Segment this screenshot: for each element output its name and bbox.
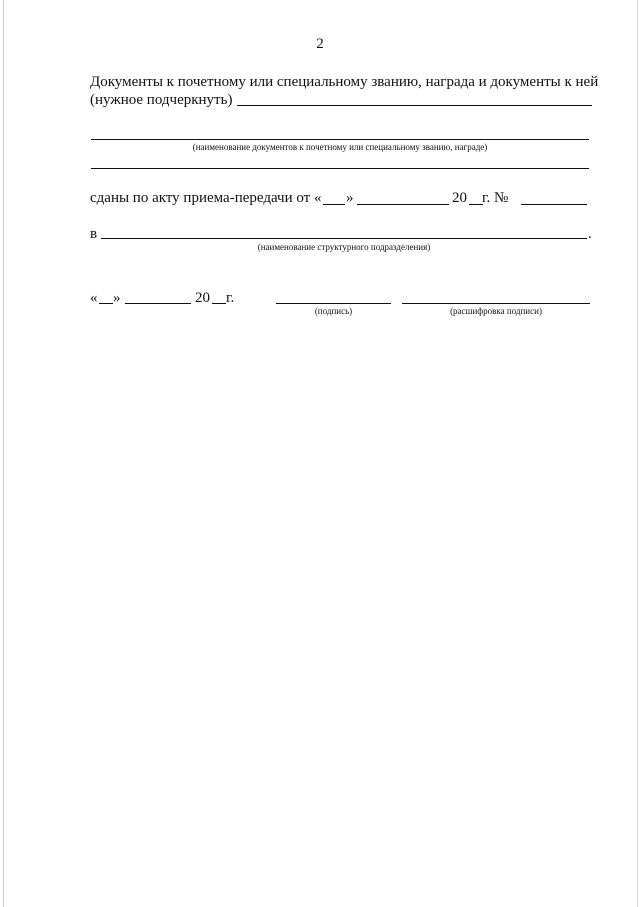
paragraph-line-2: (нужное подчеркнуть)	[90, 92, 233, 108]
scan-edge-left	[3, 0, 4, 907]
act-prefix: сданы по акту приема-передачи от «	[90, 190, 322, 206]
signature-field	[276, 303, 391, 304]
caption-signature-decoding: (расшифровка подписи)	[450, 306, 542, 316]
date-day-field	[99, 303, 113, 304]
paragraph-line-1: Документы к почетному или специальному званию, награда и документы к ней	[90, 74, 599, 90]
date-year-prefix: 20	[195, 290, 210, 306]
act-year-field	[469, 204, 483, 205]
page-number: 2	[316, 36, 324, 52]
subdivision-field	[101, 238, 587, 239]
date-close-quote: »	[113, 290, 121, 306]
signature-decoding-field	[402, 303, 590, 304]
act-day-field	[323, 204, 345, 205]
documents-name-line-1	[91, 139, 589, 140]
date-open-quote: «	[90, 290, 98, 306]
act-year-prefix: 20	[452, 190, 467, 206]
date-month-field	[125, 303, 191, 304]
in-prefix: в	[90, 226, 98, 242]
act-month-field	[357, 204, 449, 205]
caption-documents-name: (наименование документов к почетному или специальному званию, награде)	[192, 142, 488, 152]
act-number-field	[521, 204, 587, 205]
scan-edge-right	[637, 0, 638, 907]
date-year-suffix: г.	[226, 290, 235, 306]
in-line-end: .	[588, 226, 592, 242]
caption-subdivision-name: (наименование структурного подразделения)	[257, 242, 431, 252]
act-year-suffix: г. №	[482, 190, 509, 206]
date-year-field	[212, 303, 226, 304]
underline-field-emphasis	[237, 105, 592, 106]
caption-signature: (подпись)	[314, 306, 353, 316]
documents-name-line-2	[91, 168, 589, 169]
act-day-close: »	[346, 190, 354, 206]
